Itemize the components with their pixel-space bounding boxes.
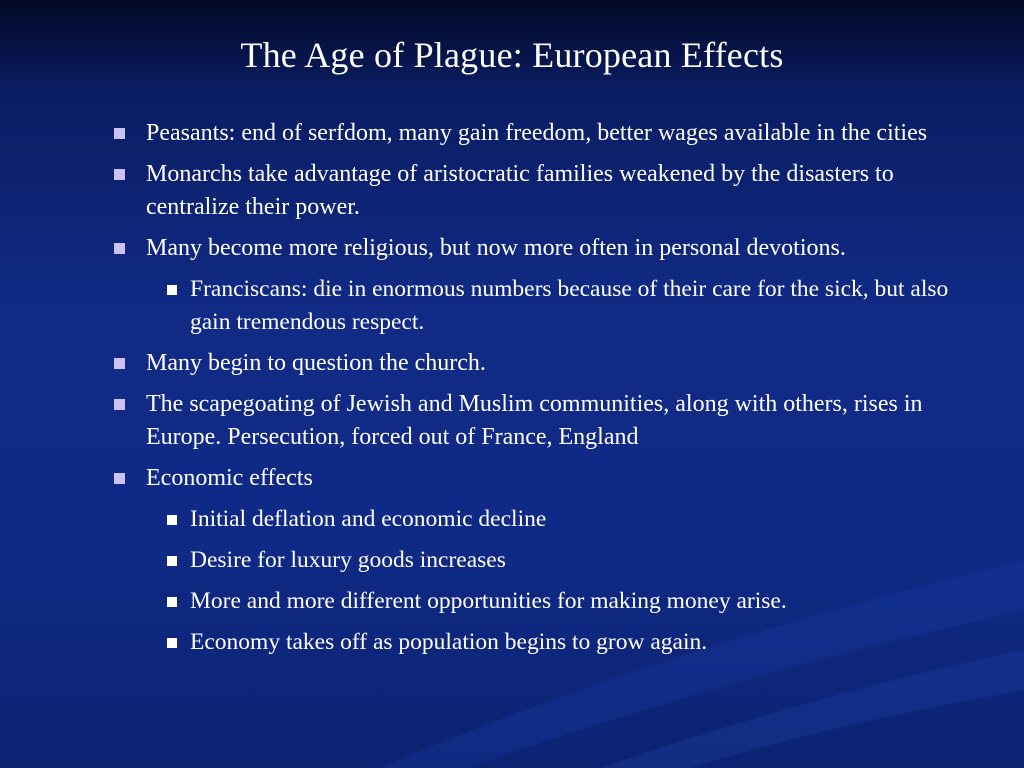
square-bullet-icon: [114, 128, 125, 139]
bullet-item: [110, 388, 970, 454]
bullet-list: [110, 117, 970, 667]
sub-bullet-item: [110, 273, 970, 339]
slide-title: The Age of Plague: European Effects: [240, 35, 784, 75]
bullet-text: Peasants: end of serfdom, many gain freedom, better wages available in the cities: [146, 120, 928, 146]
square-bullet-icon: [114, 399, 125, 410]
bullet-item: [110, 117, 970, 150]
small-square-bullet-icon: [167, 556, 177, 566]
sub-bullet-item: [110, 585, 970, 618]
square-bullet-icon: [114, 169, 125, 180]
bullet-text: Monarchs take advantage of aristocratic families weakened by the disasters to centralize their power.: [146, 161, 894, 220]
bullet-text: The scapegoating of Jewish and Muslim communities, along with others, rises in Europe. Persecution, forced out of France, England: [146, 391, 923, 450]
small-square-bullet-icon: [167, 638, 177, 648]
square-bullet-icon: [114, 358, 125, 369]
square-bullet-icon: [114, 243, 125, 254]
bullet-text: Many begin to question the church.: [146, 350, 486, 376]
sub-bullet-item: [110, 503, 970, 536]
bullet-item: [110, 158, 970, 224]
bullet-item: [110, 462, 970, 495]
sub-bullet-text: More and more different opportunities for making money arise.: [190, 588, 787, 614]
bullet-text: Economic effects: [146, 465, 313, 491]
sub-bullet-text: Initial deflation and economic decline: [190, 506, 547, 532]
bullet-item: [110, 232, 970, 265]
bullet-item: [110, 347, 970, 380]
square-bullet-icon: [114, 473, 125, 484]
small-square-bullet-icon: [167, 597, 177, 607]
sub-bullet-text: Desire for luxury goods increases: [190, 547, 506, 573]
bullet-text: Many become more religious, but now more often in personal devotions.: [146, 235, 846, 261]
sub-bullet-item: [110, 544, 970, 577]
sub-bullet-item: [110, 626, 970, 659]
small-square-bullet-icon: [167, 285, 177, 295]
small-square-bullet-icon: [167, 515, 177, 525]
sub-bullet-text: Franciscans: die in enormous numbers because of their care for the sick, but also gain tremendous respect.: [190, 276, 949, 335]
sub-bullet-text: Economy takes off as population begins to grow again.: [190, 629, 708, 655]
